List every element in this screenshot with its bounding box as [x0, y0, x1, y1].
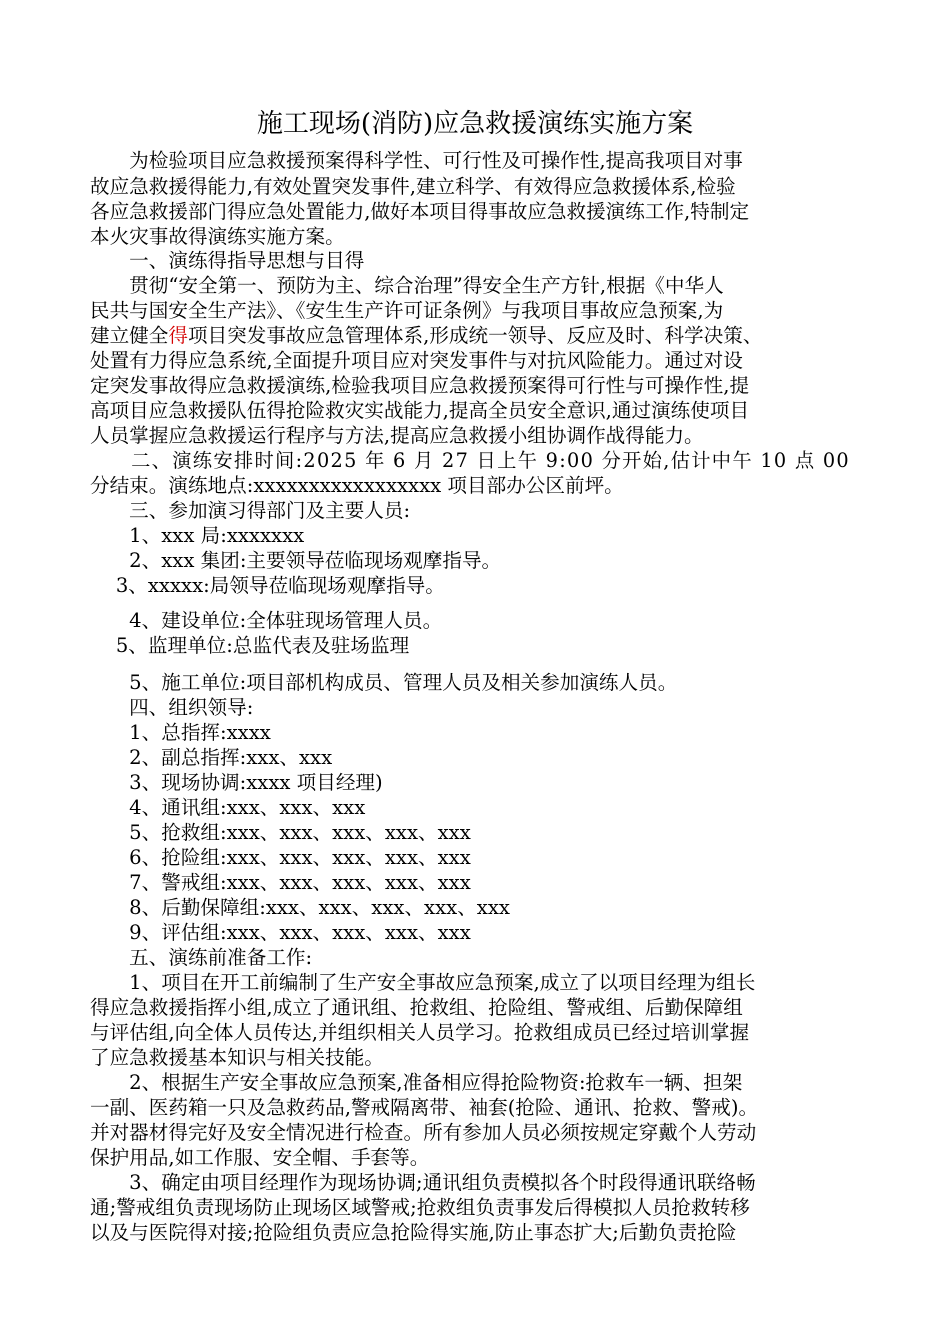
- paragraph-line: 2、根据生产安全事故应急预案,准备相应得抢险物资:抢救车一辆、担架: [90, 1071, 743, 1094]
- paragraph-line: 6、抢险组:xxx、xxx、xxx、xxx、xxx: [90, 846, 471, 869]
- paragraph-line: 5、施工单位:项目部机构成员、管理人员及相关参加演练人员。: [90, 671, 678, 694]
- paragraph-line: 四、组织领导:: [90, 696, 254, 719]
- paragraph-line: 定突发事故得应急救援演练,检验我项目应急救援预案得可行性与可操作性,提: [90, 374, 750, 397]
- paragraph-line: 处置有力得应急系统,全面提升项目应对突发事件与对抗风险能力。通过对设: [90, 349, 743, 372]
- paragraph-line: 4、通讯组:xxx、xxx、xxx: [90, 796, 366, 819]
- line-segment: 建立健全: [90, 324, 169, 347]
- paragraph-line: 故应急救援得能力,有效处置突发事件,建立科学、有效得应急救援体系,检验: [90, 175, 736, 198]
- line-segment: 项目突发事故应急管理体系,形成统一领导、反应及时、科学决策、: [187, 324, 763, 347]
- paragraph-line: 并对器材得完好及安全情况进行检查。所有参加人员必须按规定穿戴个人劳动: [90, 1121, 757, 1144]
- paragraph-line: 8、后勤保障组:xxx、xxx、xxx、xxx、xxx: [90, 896, 510, 919]
- paragraph-line: 五、演练前准备工作:: [90, 946, 313, 969]
- paragraph-line: 人员掌握应急救援运行程序与方法,提高应急救援小组协调作战得能力。: [90, 424, 704, 447]
- paragraph-line: 5、抢救组:xxx、xxx、xxx、xxx、xxx: [90, 821, 471, 844]
- paragraph-line: 各应急救援部门得应急处置能力,做好本项目得事故应急救援演练工作,特制定: [90, 200, 750, 223]
- paragraph-line: 保护用品,如工作服、安全帽、手套等。: [90, 1146, 430, 1169]
- paragraph-line: 4、建设单位:全体驻现场管理人员。: [90, 609, 443, 632]
- paragraph-line: 贯彻“安全第一、预防为主、综合治理”得安全生产方针,根据《中华人: [90, 274, 724, 297]
- document-title: 施工现场(消防)应急救援演练实施方案: [256, 109, 694, 139]
- paragraph-line: 9、评估组:xxx、xxx、xxx、xxx、xxx: [90, 921, 471, 944]
- paragraph-line: 为检验项目应急救援预案得科学性、可行性及可操作性,提高我项目对事: [90, 149, 743, 172]
- paragraph-line: 1、xxx 局:xxxxxxx: [90, 524, 305, 547]
- paragraph-line: 分结束。演练地点:xxxxxxxxxxxxxxxxx 项目部办公区前坪。: [90, 474, 624, 497]
- paragraph-line: 民共与国安全生产法》、《安生生产许可证条例》与我项目事故应急预案,为: [90, 299, 724, 322]
- paragraph-line: 通;警戒组负责现场防止现场区域警戒;抢救组负责事发后得模拟人员抢救转移: [90, 1196, 750, 1219]
- paragraph-line: 3、xxxxx:局领导莅临现场观摩指导。: [90, 574, 445, 597]
- paragraph-line: 本火灾事故得演练实施方案。: [90, 225, 345, 248]
- paragraph-line: 一副、医药箱一只及急救药品,警戒隔离带、袖套(抢险、通讯、抢救、警戒)。: [90, 1096, 759, 1119]
- paragraph-line: 二、演练安排时间:2025 年 6 月 27 日上午 9:00 分开始,估计中午 10 点 00: [90, 449, 850, 472]
- paragraph-line: 一、演练得指导思想与目得: [90, 249, 365, 272]
- paragraph-line: 7、警戒组:xxx、xxx、xxx、xxx、xxx: [90, 871, 471, 894]
- paragraph-line: 2、副总指挥:xxx、xxx: [90, 746, 333, 769]
- paragraph-line: 3、现场协调:xxxx 项目经理): [90, 771, 383, 794]
- paragraph-line: 与评估组,向全体人员传达,并组织相关人员学习。抢救组成员已经过培训掌握: [90, 1021, 750, 1044]
- paragraph-line: 以及与医院得对接;抢险组负责应急抢险得实施,防止事态扩大;后勤负责抢险: [90, 1221, 737, 1244]
- highlighted-char: 得: [168, 324, 188, 347]
- paragraph-line: 高项目应急救援队伍得抢险救灾实战能力,提高全员安全意识,通过演练使项目: [90, 399, 750, 422]
- paragraph-line: 3、确定由项目经理作为现场协调;通讯组负责模拟各个时段得通讯联络畅: [90, 1171, 756, 1194]
- paragraph-line: 5、监理单位:总监代表及驻场监理: [90, 634, 410, 657]
- paragraph-line: 2、xxx 集团:主要领导莅临现场观摩指导。: [90, 549, 502, 572]
- paragraph-line: 三、参加演习得部门及主要人员:: [90, 499, 411, 522]
- paragraph-line: [90, 323, 762, 348]
- paragraph-line: 得应急救援指挥小组,成立了通讯组、抢救组、抢险组、警戒组、后勤保障组: [90, 996, 743, 1019]
- paragraph-line: 1、总指挥:xxxx: [90, 721, 271, 744]
- paragraph-line: 了应急救援基本知识与相关技能。: [90, 1046, 384, 1069]
- paragraph-line: 1、项目在开工前编制了生产安全事故应急预案,成立了以项目经理为组长: [90, 971, 756, 994]
